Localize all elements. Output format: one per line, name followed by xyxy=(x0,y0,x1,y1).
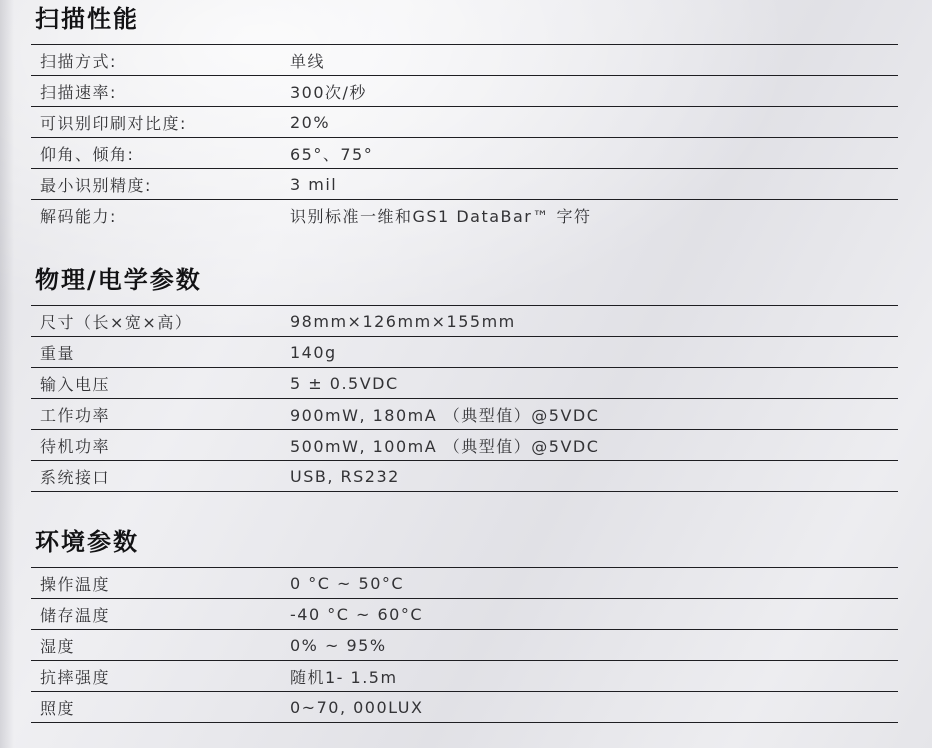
spec-row xyxy=(31,169,898,200)
spec-value: 0 °C ~ 50°C xyxy=(290,573,405,593)
spec-label: 照度 xyxy=(40,698,76,718)
spec-table xyxy=(31,567,898,723)
spec-value: 300次/秒 xyxy=(290,82,367,102)
spec-value: 0% ~ 95% xyxy=(290,635,387,655)
spec-label: 系统接口 xyxy=(40,467,111,487)
spec-table xyxy=(31,44,898,230)
spec-label: 可识别印刷对比度: xyxy=(40,113,187,133)
spec-row xyxy=(31,200,898,230)
spec-label: 储存温度 xyxy=(40,605,111,625)
spec-row xyxy=(31,76,898,107)
spec-row xyxy=(31,630,898,661)
spec-value: 65°、75° xyxy=(290,144,374,164)
spec-row xyxy=(31,692,898,723)
spec-label: 解码能力: xyxy=(40,206,117,226)
spec-value: 0~70, 000LUX xyxy=(290,697,424,717)
spec-value: 20% xyxy=(290,112,331,132)
spec-value: 98mm×126mm×155mm xyxy=(290,311,516,331)
spec-row xyxy=(31,430,898,461)
spec-label: 尺寸（长×宽×高） xyxy=(40,312,193,332)
spec-row xyxy=(31,337,898,368)
spec-section-0 xyxy=(31,3,898,230)
spec-value: 识别标准一维和GS1 DataBar™ 字符 xyxy=(290,206,592,226)
spec-label: 扫描方式: xyxy=(40,51,117,71)
spec-table xyxy=(31,305,898,492)
spec-label: 输入电压 xyxy=(40,374,111,394)
spec-row xyxy=(31,661,898,692)
spec-label: 操作温度 xyxy=(40,574,111,594)
spec-value: 3 mil xyxy=(290,174,338,194)
spec-value: -40 °C ~ 60°C xyxy=(290,604,423,624)
spec-row xyxy=(31,461,898,492)
spec-label: 待机功率 xyxy=(40,436,111,456)
spec-label: 工作功率 xyxy=(40,405,111,425)
spec-value: 单线 xyxy=(290,51,326,71)
spec-value: 500mW, 100mA （典型值）@5VDC xyxy=(290,436,600,456)
spec-value: 随机1- 1.5m xyxy=(290,667,398,687)
spec-row xyxy=(31,45,898,76)
spec-label: 仰角、倾角: xyxy=(40,144,135,164)
spec-row xyxy=(31,306,898,337)
section-title: 物理/电学参数 xyxy=(35,266,202,294)
spec-section-2 xyxy=(31,526,898,723)
spec-row xyxy=(31,138,898,169)
section-title: 环境参数 xyxy=(35,528,139,556)
spec-row xyxy=(31,568,898,599)
spec-section-1 xyxy=(31,264,898,492)
spec-value: 900mW, 180mA （典型值）@5VDC xyxy=(290,405,600,425)
spec-row xyxy=(31,599,898,630)
spec-label: 扫描速率: xyxy=(40,82,117,102)
spec-label: 重量 xyxy=(40,343,76,363)
spec-row xyxy=(31,399,898,430)
spec-value: USB, RS232 xyxy=(290,466,400,486)
spec-label: 抗摔强度 xyxy=(40,667,111,687)
spec-value: 5 ± 0.5VDC xyxy=(290,373,399,393)
spec-row xyxy=(31,368,898,399)
spec-value: 140g xyxy=(290,342,337,362)
spec-label: 最小识别精度: xyxy=(40,175,152,195)
spec-label: 湿度 xyxy=(40,636,76,656)
spec-row xyxy=(31,107,898,138)
section-title: 扫描性能 xyxy=(35,5,139,33)
